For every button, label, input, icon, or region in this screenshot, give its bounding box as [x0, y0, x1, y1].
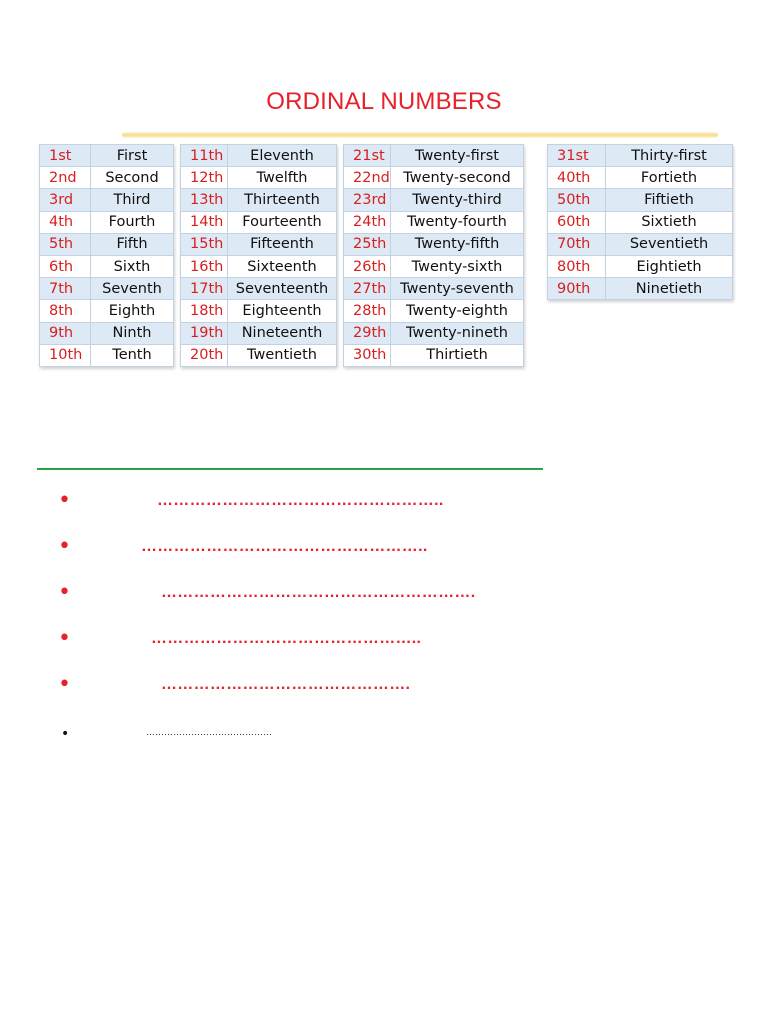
table-row — [344, 189, 524, 211]
bullet-icon: • — [58, 534, 71, 559]
fill-in-line: …………………………………………….. — [141, 538, 428, 555]
ordinal-word: Sixtieth — [606, 211, 733, 233]
ordinal-word: Fiftieth — [606, 189, 733, 211]
ordinal-word: Fourteenth — [228, 211, 337, 233]
ordinal-number: 30th — [344, 344, 391, 366]
ordinal-number: 12th — [181, 167, 228, 189]
table-row — [181, 211, 337, 233]
table-row — [181, 344, 337, 366]
ordinal-word: Twenty-eighth — [391, 300, 524, 322]
table-row — [40, 189, 174, 211]
ordinal-word: Thirty-first — [606, 145, 733, 167]
ordinal-word: Twenty-fifth — [391, 233, 524, 255]
ordinal-word: Tenth — [91, 344, 174, 366]
ordinal-number: 20th — [181, 344, 228, 366]
table-row — [548, 233, 733, 255]
table-row — [344, 233, 524, 255]
bullet-icon: • — [58, 580, 71, 605]
ordinal-word: Fortieth — [606, 167, 733, 189]
ordinal-number: 15th — [181, 233, 228, 255]
bullet-icon: • — [58, 488, 71, 513]
ordinal-word: Fifteenth — [228, 233, 337, 255]
ordinal-number: 2nd — [40, 167, 91, 189]
ordinal-number: 27th — [344, 278, 391, 300]
table-row — [344, 145, 524, 167]
table-row — [548, 211, 733, 233]
table-row — [344, 211, 524, 233]
table-row — [344, 278, 524, 300]
ordinal-word: Sixth — [91, 255, 174, 277]
ordinal-number: 8th — [40, 300, 91, 322]
table-row — [181, 167, 337, 189]
fill-in-line: …………………………………………………. — [161, 584, 476, 601]
ordinal-word: Twentieth — [228, 344, 337, 366]
ordinal-number: 70th — [548, 233, 606, 255]
ordinal-number: 3rd — [40, 189, 91, 211]
table-row — [40, 255, 174, 277]
ordinal-word: Twenty-fourth — [391, 211, 524, 233]
table-row — [40, 278, 174, 300]
ordinal-word: Sixteenth — [228, 255, 337, 277]
bullet-icon: • — [58, 672, 71, 697]
bullet-icon: • — [58, 626, 71, 651]
ordinal-number: 13th — [181, 189, 228, 211]
ordinal-number: 24th — [344, 211, 391, 233]
ordinal-word: Third — [91, 189, 174, 211]
table-row — [344, 322, 524, 344]
ordinal-word: First — [91, 145, 174, 167]
ordinal-number: 5th — [40, 233, 91, 255]
ordinal-number: 17th — [181, 278, 228, 300]
fill-in-line: ………………………………………. — [161, 676, 411, 693]
ordinal-number: 21st — [344, 145, 391, 167]
ordinal-word: Seventeenth — [228, 278, 337, 300]
table-row — [548, 255, 733, 277]
ordinal-number: 19th — [181, 322, 228, 344]
ordinal-number: 80th — [548, 255, 606, 277]
ordinal-word: Thirtieth — [391, 344, 524, 366]
table-row — [181, 322, 337, 344]
ordinal-word: Eightieth — [606, 255, 733, 277]
ordinal-number: 14th — [181, 211, 228, 233]
table-row — [40, 344, 174, 366]
ordinal-word: Twenty-seventh — [391, 278, 524, 300]
table-row — [344, 300, 524, 322]
ordinal-word: Eleventh — [228, 145, 337, 167]
ordinal-word: Thirteenth — [228, 189, 337, 211]
table-row — [548, 167, 733, 189]
ordinal-word: Fifth — [91, 233, 174, 255]
ordinal-number: 18th — [181, 300, 228, 322]
ordinal-number: 16th — [181, 255, 228, 277]
ordinal-number: 4th — [40, 211, 91, 233]
ordinal-number: 10th — [40, 344, 91, 366]
table-row — [181, 189, 337, 211]
ordinal-word: Twenty-second — [391, 167, 524, 189]
ordinal-word: Second — [91, 167, 174, 189]
ordinal-number: 31st — [548, 145, 606, 167]
fill-in-line: …………………………………………….. — [157, 492, 444, 509]
ordinal-number: 40th — [548, 167, 606, 189]
ordinal-number: 6th — [40, 255, 91, 277]
ordinal-word: Ninth — [91, 322, 174, 344]
page-title: ORDINAL NUMBERS — [266, 88, 502, 115]
fill-in-line: …………………………………… — [146, 727, 272, 737]
ordinal-number: 26th — [344, 255, 391, 277]
table-row — [40, 322, 174, 344]
ordinal-table-1-to-10 — [39, 144, 174, 367]
ordinal-number: 29th — [344, 322, 391, 344]
bullet-icon: • — [61, 726, 70, 742]
table-row — [40, 145, 174, 167]
ordinal-table-21-to-30 — [343, 144, 524, 367]
table-row — [344, 344, 524, 366]
table-row — [344, 167, 524, 189]
ordinal-table-11-to-20 — [180, 144, 337, 367]
ordinal-word: Twelfth — [228, 167, 337, 189]
ordinal-word: Fourth — [91, 211, 174, 233]
ordinal-word: Seventh — [91, 278, 174, 300]
ordinal-word: Ninetieth — [606, 278, 733, 300]
ordinal-word: Eighteenth — [228, 300, 337, 322]
fill-in-line: ………………………………………….. — [151, 630, 422, 647]
table-row — [181, 145, 337, 167]
ordinal-number: 28th — [344, 300, 391, 322]
ordinal-number: 60th — [548, 211, 606, 233]
ordinal-word: Twenty-nineth — [391, 322, 524, 344]
table-row — [181, 278, 337, 300]
table-row — [40, 300, 174, 322]
ordinal-number: 11th — [181, 145, 228, 167]
section-divider — [37, 468, 543, 470]
table-row — [40, 233, 174, 255]
table-row — [181, 255, 337, 277]
ordinal-number: 1st — [40, 145, 91, 167]
table-row — [548, 145, 733, 167]
ordinal-word: Twenty-sixth — [391, 255, 524, 277]
table-row — [548, 278, 733, 300]
ordinal-number: 50th — [548, 189, 606, 211]
ordinal-word: Twenty-third — [391, 189, 524, 211]
ordinal-word: Twenty-first — [391, 145, 524, 167]
ordinal-number: 25th — [344, 233, 391, 255]
ordinal-word: Eighth — [91, 300, 174, 322]
table-row — [40, 167, 174, 189]
ordinal-number: 22nd — [344, 167, 391, 189]
table-row — [548, 189, 733, 211]
ordinal-word: Nineteenth — [228, 322, 337, 344]
title-underline — [122, 132, 718, 138]
table-row — [181, 300, 337, 322]
ordinal-number: 23rd — [344, 189, 391, 211]
ordinal-word: Seventieth — [606, 233, 733, 255]
table-row — [40, 211, 174, 233]
table-row — [181, 233, 337, 255]
table-row — [344, 255, 524, 277]
ordinal-number: 9th — [40, 322, 91, 344]
ordinal-table-tens — [547, 144, 733, 300]
ordinal-number: 90th — [548, 278, 606, 300]
ordinal-number: 7th — [40, 278, 91, 300]
